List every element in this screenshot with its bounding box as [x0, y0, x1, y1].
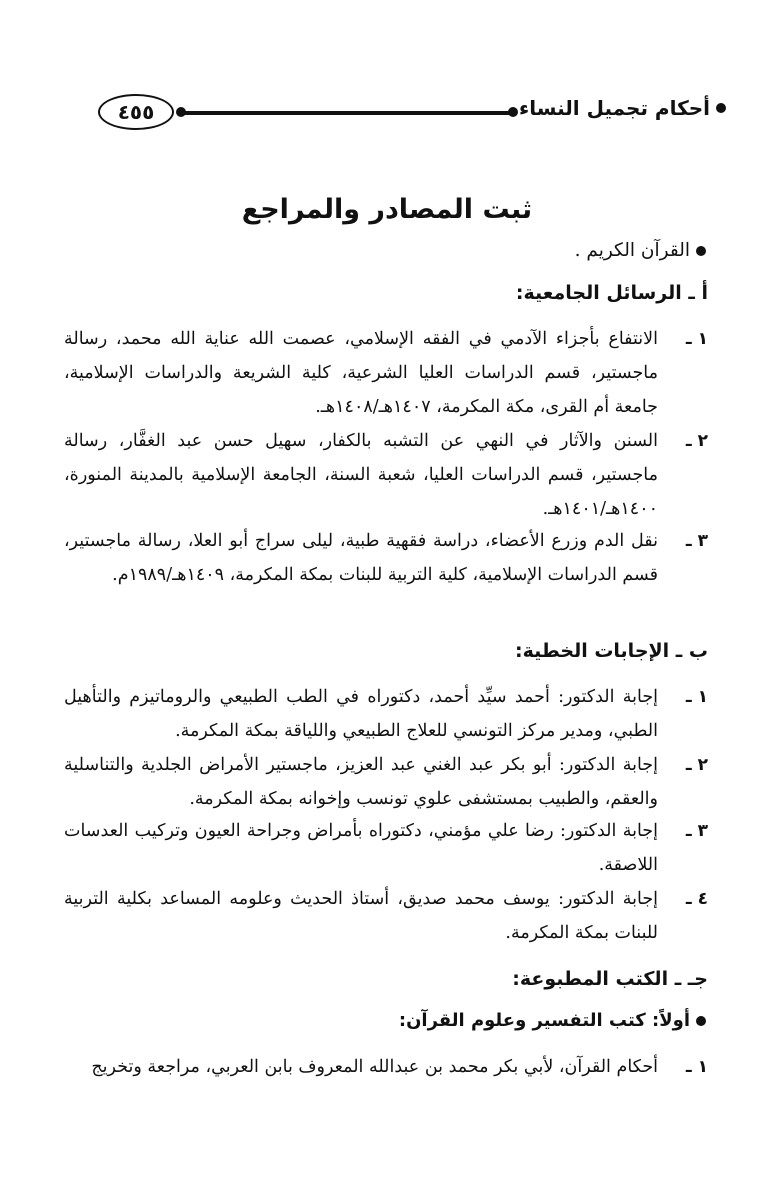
subsection-heading [40, 1010, 706, 1031]
item-text: أحكام القرآن، لأبي بكر محمد بن عبدالله المعروف بابن العربي، مراجعة وتخريج [91, 1057, 658, 1077]
list-item [64, 814, 708, 882]
item-text: إجابة الدكتور: أحمد سيِّد أحمد، دكتوراه في الطب الطبيعي والروماتيزم والتأهيل الطبي، ومدير مركز التونسي للعلاج الطبيعي واللياقة بمكة المكرمة. [64, 687, 658, 741]
item-number: ١ ـ [685, 1057, 708, 1077]
bullet-icon [716, 103, 726, 113]
list-item [64, 680, 708, 748]
subsection-heading-text: أولاً: كتب التفسير وعلوم القرآن: [398, 1010, 690, 1031]
item-text: إجابة الدكتور: رضا علي مؤمني، دكتوراه بأمراض وجراحة العيون وتركيب العدسات اللاصقة. [64, 821, 658, 875]
item-text: إجابة الدكتور: يوسف محمد صديق، أستاذ الحديث وعلومه المساعد بكلية التربية للبنات بمكة المكرمة. [64, 889, 658, 943]
page-title: ثبت المصادر والمراجع [241, 194, 533, 225]
item-number: ١ ـ [685, 687, 708, 707]
item-text: السنن والآثار في النهي عن التشبه بالكفار، سهيل حسن عبد الغفَّار، رسالة ماجستير، قسم الدراسات العليا، شعبة السنة، الجامعة الإسلامية بالمدينة المنورة، ١٤٠٠هـ/١٤٠١هـ. [64, 431, 658, 519]
item-text: إجابة الدكتور: أبو بكر عبد الغني عبد العزيز، ماجستير الأمراض الجلدية والتناسلية والعقم، والطبيب بمستشفى علوي تونسب وإخوانه بمكة المكرمة. [64, 755, 658, 809]
item-number: ٤ ـ [685, 889, 708, 909]
list-item [64, 748, 708, 816]
section-heading-written-answers: ب ـ الإجابات الخطية: [514, 640, 708, 662]
running-header-title [519, 96, 726, 120]
book-title: أحكام تجميل النساء [519, 96, 710, 120]
list-item [64, 524, 708, 592]
page-number: ٤٥٥ [98, 94, 174, 130]
section-heading-theses: أ ـ الرسائل الجامعية: [515, 282, 708, 304]
bullet-icon [696, 246, 706, 256]
bullet-icon [696, 1016, 706, 1026]
item-number: ٢ ـ [685, 431, 708, 451]
item-text: نقل الدم وزرع الأعضاء، دراسة فقهية طبية، ليلى سراج أبو العلا، رسالة ماجستير، قسم الدراسات الإسلامية، كلية التربية للبنات بمكة المكرمة، ١٤٠٩هـ/١٩٨٩م. [64, 531, 658, 585]
item-text: الانتفاع بأجزاء الآدمي في الفقه الإسلامي، عصمت الله عناية الله محمد، رسالة ماجستير، قسم الدراسات العليا الشرعية، كلية الشريعة والدراسات الإسلامية، جامعة أم القرى، مكة المكرمة، ١٤٠٧هـ/١٤٠٨هـ. [64, 329, 658, 417]
quran-entry [40, 240, 706, 261]
item-number: ٣ ـ [685, 821, 708, 841]
list-item [64, 322, 708, 424]
item-number: ٢ ـ [685, 755, 708, 775]
list-item [64, 1050, 708, 1084]
section-heading-printed-books: جـ ـ الكتب المطبوعة: [512, 968, 708, 990]
header-rule [180, 111, 514, 115]
item-number: ٣ ـ [685, 531, 708, 551]
item-number: ١ ـ [685, 329, 708, 349]
running-header [98, 90, 726, 136]
list-item [64, 424, 708, 526]
list-item [64, 882, 708, 950]
quran-entry-text: القرآن الكريم . [574, 240, 690, 261]
